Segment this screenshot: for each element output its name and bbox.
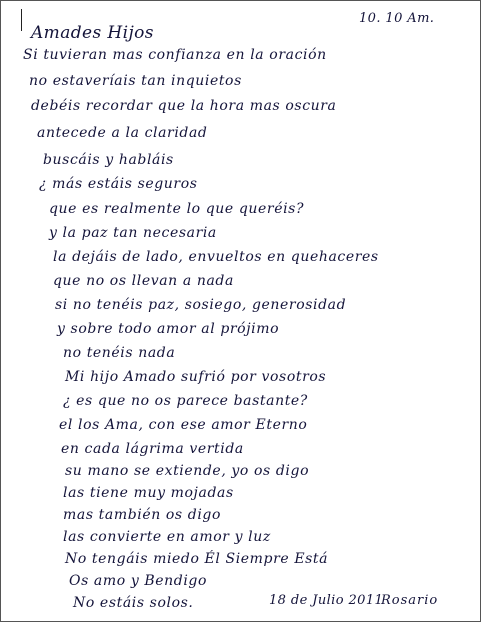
letter-title: Amades Hijos bbox=[31, 23, 154, 43]
poem-line: su mano se extiende, yo os digo bbox=[65, 463, 310, 479]
poem-line: la dejáis de lado, envueltos en quehaceres bbox=[53, 249, 379, 265]
poem-line: No tengáis miedo Él Siempre Está bbox=[65, 551, 329, 567]
poem-line: y sobre todo amor al prójimo bbox=[57, 321, 280, 337]
date-note: 18 de Julio 2011 bbox=[269, 593, 384, 608]
poem-line: debéis recordar que la hora mas oscura bbox=[31, 98, 337, 114]
poem-line: ¿ es que no os parece bastante? bbox=[63, 393, 308, 409]
poem-line: buscáis y habláis bbox=[43, 152, 174, 168]
poem-line: Si tuvieran mas confianza en la oración bbox=[23, 47, 327, 63]
poem-body bbox=[1, 1, 480, 621]
poem-line: y la paz tan necesaria bbox=[49, 225, 217, 241]
poem-line: Os amo y Bendigo bbox=[69, 573, 207, 589]
poem-line: antecede a la claridad bbox=[37, 125, 208, 141]
poem-line: ¿ más estáis seguros bbox=[39, 176, 198, 192]
signature: Rosario bbox=[381, 593, 439, 608]
poem-line: no estaveríais tan inquietos bbox=[29, 73, 242, 89]
poem-line: no tenéis nada bbox=[63, 345, 176, 361]
poem-line: mas también os digo bbox=[63, 507, 221, 523]
poem-line: las convierte en amor y luz bbox=[63, 529, 271, 545]
poem-line: en cada lágrima vertida bbox=[61, 441, 244, 457]
poem-line: que es realmente lo que queréis? bbox=[49, 201, 305, 217]
time-note: 10. 10 Am. bbox=[359, 11, 435, 26]
poem-line: las tiene muy mojadas bbox=[63, 485, 234, 501]
poem-line: Mi hijo Amado sufrió por vosotros bbox=[65, 369, 327, 385]
poem-line: No estáis solos. bbox=[73, 595, 194, 611]
poem-line: que no os llevan a nada bbox=[53, 273, 234, 289]
poem-line: el los Ama, con ese amor Eterno bbox=[59, 417, 308, 433]
poem-line: si no tenéis paz, sosiego, generosidad bbox=[55, 297, 347, 313]
